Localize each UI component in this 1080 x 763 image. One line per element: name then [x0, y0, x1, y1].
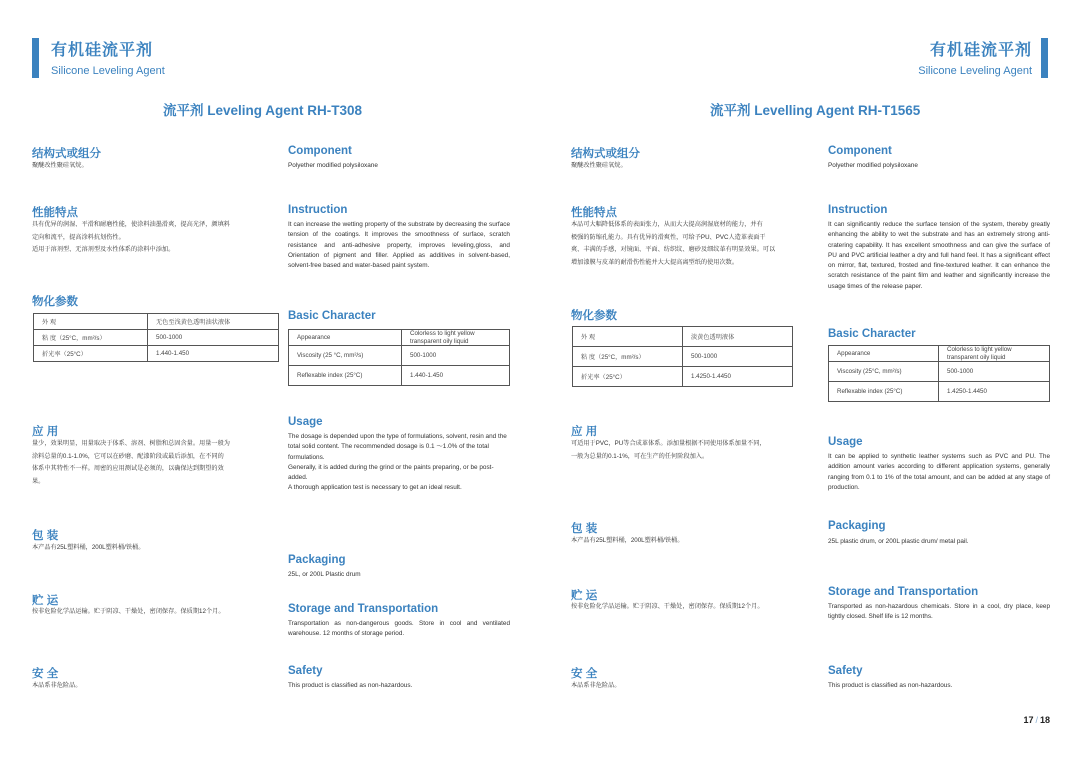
p2-en-component-heading: Component — [828, 145, 892, 157]
p1-en-storage-heading: Storage and Transportation — [288, 603, 439, 615]
table-cell: Colorless to light yellow transparent oily liquid — [939, 346, 1050, 362]
p1-en-basic-table — [288, 329, 510, 386]
p1-en-basic-heading: Basic Character — [288, 310, 376, 322]
p2-cn-safety-heading: 安 全 — [571, 668, 598, 680]
p1-cn-safety-text: 本品系非危险品。 — [32, 682, 82, 689]
table-row — [573, 367, 793, 387]
p1-en-instruction-text: It can increase the wetting property of the substrate by decreasing the surface tension of the coatings. It improves the smoothness of surface, scratch resistance and anti-adhesive property, improves leveling,gloss, and Orientation of pigment and filler. Applied as additives in solvent-based, solvent-free based and water-based paint system. — [288, 221, 510, 270]
table-cell: 500-1000 — [402, 346, 510, 366]
p2-cn-usage-heading: 应 用 — [571, 426, 598, 438]
p2-cn-params-heading: 物化参数 — [571, 310, 617, 322]
p2-en-storage-heading: Storage and Transportation — [828, 586, 979, 598]
table-cell: 无色至浅黄色透明油状液体 — [148, 314, 279, 330]
product-title-rh-t308: 流平剂 Leveling Agent RH-T308 — [163, 103, 363, 118]
p1-cn-safety-heading: 安 全 — [32, 668, 59, 680]
p1-cn-usage-heading: 应 用 — [32, 426, 59, 438]
p1-cn-usage-line: 体系中其特性不一样。周密的应用测试是必须的，以确保达到期望的效 — [32, 465, 224, 472]
table-row — [573, 347, 793, 367]
p1-cn-usage-text — [32, 438, 257, 488]
p2-cn-storage-text: 按非危险化学品运输。贮于阴凉、干燥处，密闭保存。保质期12个月。 — [571, 603, 764, 610]
brand-accent-bar-right — [1041, 38, 1048, 78]
p2-en-usage-heading: Usage — [828, 436, 863, 448]
brand-title-cn-left: 有机硅流平剂 — [51, 42, 154, 59]
table-cell: Appearance — [829, 346, 939, 362]
p2-cn-params-table — [572, 326, 793, 387]
p2-cn-packaging-heading: 包 装 — [571, 523, 598, 535]
table-row — [829, 362, 1050, 382]
table-cell: 1.4250-1.4450 — [683, 367, 793, 387]
p1-cn-component-heading: 结构式或组分 — [32, 148, 101, 160]
p1-cn-component-text: 聚醚改性聚硅氧烷。 — [32, 162, 88, 169]
p2-cn-storage-heading: 贮 运 — [571, 590, 598, 602]
p1-cn-features-text — [32, 219, 257, 257]
page-separator: / — [1035, 715, 1038, 725]
p1-cn-features-heading: 性能特点 — [32, 207, 78, 219]
p1-en-packaging-heading: Packaging — [288, 554, 346, 566]
p2-cn-usage-text — [571, 438, 801, 463]
table-cell: 500-1000 — [148, 330, 279, 346]
p1-en-packaging-text: 25L, or 200L Plastic drum — [288, 571, 361, 578]
table-row — [34, 346, 279, 362]
p1-cn-params-heading: 物化参数 — [32, 296, 78, 308]
p2-en-safety-text: This product is classified as non-hazardous. — [828, 682, 953, 689]
p1-en-safety-heading: Safety — [288, 665, 323, 677]
table-cell: 外 观 — [573, 327, 683, 347]
p1-en-component-heading: Component — [288, 145, 352, 157]
table-cell: 500-1000 — [939, 362, 1050, 382]
p1-en-usage-paragraph: The dosage is depended upon the type of formulations, solvent, resin and the total solid content. The recommended dosage is 0.1 ～1.0% of the total formulations. — [288, 433, 507, 461]
table-cell: 淡黄色透明液体 — [683, 327, 793, 347]
p2-cn-features-line: 爽、丰满的手感，对镜面、平面、纺织纹、磨砂及细纹革有明显效果。可以 — [571, 246, 776, 253]
p2-cn-features-line: 增加漆膜与皮革的耐滑伤性能并大大提高离型纸的使用次数。 — [571, 258, 739, 266]
table-row — [829, 346, 1050, 362]
p2-en-component-text: Polyether modified polysiloxane — [828, 162, 918, 169]
p1-cn-features-line: 定向和流平，提高涂料抗划伤性。 — [32, 233, 125, 241]
p1-en-safety-text: This product is classified as non-hazardous. — [288, 682, 413, 689]
p1-cn-params-table — [33, 313, 279, 362]
p2-cn-component-text: 聚醚改性聚硅氧烷。 — [571, 162, 627, 169]
table-cell: 500-1000 — [683, 347, 793, 367]
p2-en-basic-table — [828, 345, 1050, 402]
table-row — [34, 330, 279, 346]
p1-cn-features-line: 具有优异的润湿、平滑和耐磨性能，使涂料油墨滑爽，提高光泽，颜填料 — [32, 221, 230, 228]
p2-cn-features-line: 本品可大幅降低体系的表面张力，从而大大提高润湿底材的能力，并有 — [571, 221, 763, 228]
table-cell: Viscosity (25 °C, mm²/s) — [289, 346, 402, 366]
p1-cn-packaging-text: 本产品有25L塑料桶，200L塑料桶/铁桶。 — [32, 544, 145, 551]
p1-cn-usage-line: 涂料总量的0.1-1.0%，它可以在砂磨、配漆阶段或最后添加，在不同的 — [32, 452, 224, 460]
table-cell: 粘 度（25°C，mm²/s） — [34, 330, 148, 346]
table-row — [829, 382, 1050, 402]
table-cell: 折光率（25°C） — [573, 367, 683, 387]
p2-cn-usage-line: 可适用于PVC，PU等合成革体系。添加量根据不同使用体系加量不同， — [571, 440, 766, 447]
p1-cn-storage-text: 按非危险化学品运输。贮于阴凉、干燥处，密闭保存。保质期12个月。 — [32, 608, 225, 615]
p1-cn-usage-line: 果。 — [32, 477, 45, 485]
p1-en-component-text: Polyether modified polysiloxane — [288, 162, 378, 169]
p2-cn-features-text — [571, 219, 801, 269]
table-cell: Colorless to light yellow transparent oily liquid — [402, 330, 510, 346]
table-row — [573, 327, 793, 347]
table-cell: Viscosity (25°C, mm²/s) — [829, 362, 939, 382]
table-row — [289, 366, 510, 386]
table-row — [289, 346, 510, 366]
p2-cn-usage-line: 一般为总量的0.1-1%，可在生产的任何阶段加入。 — [571, 452, 709, 460]
p2-cn-safety-text: 本品系非危险品。 — [571, 682, 621, 689]
table-cell: 外 观 — [34, 314, 148, 330]
p2-en-packaging-heading: Packaging — [828, 520, 886, 532]
p1-en-storage-text: Transportation as non-dangerous goods. Store in cool and ventilated warehouse. 12 months of storage period. — [288, 620, 510, 638]
p2-en-usage-text: It can be applied to synthetic leather systems such as PVC and PU. The addition amount varies according to different application systems, generally ranging from 0.1 to 1% of the total amount, and can be added at any stage of production. — [828, 453, 1050, 491]
product-title-rh-t1565: 流平剂 Levelling Agent RH-T1565 — [710, 103, 921, 118]
p2-cn-features-line: 极强的防缩孔能力。具有优异的滑爽性，可给予PU、PVC人造革表面干 — [571, 233, 766, 241]
table-cell: 1.440-1.450 — [148, 346, 279, 362]
table-cell: 粘 度（25°C，mm²/s） — [573, 347, 683, 367]
page-indicator — [1023, 715, 1050, 725]
p2-en-instruction-text: It can significantly reduce the surface tension of the system, thereby greatly enhancing the ability to wet the substrate and has an extremely strong anti-cratering capability. It has excellent smoothness and can give the surface of PU and PVC artificial leather a dry and full hand feel. It has a significant effect on mirror, flat, textured, frosted and fine-textured leather. It can enhance the scratch resistance of the paint film and leather and significantly increase the usage times of the release paper. — [828, 221, 1050, 290]
p2-cn-component-heading: 结构式或组分 — [571, 148, 640, 160]
brand-title-en-right: Silicone Leveling Agent — [918, 65, 1032, 77]
p2-en-basic-heading: Basic Character — [828, 328, 916, 340]
p2-en-packaging-text: 25L plastic drum, or 200L plastic drum/ metal pail. — [828, 538, 969, 545]
p1-cn-storage-heading: 贮 运 — [32, 595, 59, 607]
p1-en-usage-paragraph: A thorough application test is necessary to get an ideal result. — [288, 484, 462, 492]
current-page: 17 — [1023, 715, 1034, 725]
p1-cn-packaging-heading: 包 装 — [32, 530, 59, 542]
p2-cn-features-heading: 性能特点 — [571, 207, 617, 219]
table-cell: 1.4250-1.4450 — [939, 382, 1050, 402]
p1-en-usage-paragraph: Generally, it is added during the grind or the paints preparing, or be post-added. — [288, 463, 494, 482]
p2-en-storage-text: Transported as non-hazardous chemicals. Store in a cool, dry place, keep tightly closed. Shelf life is 12 months. — [828, 603, 1050, 621]
p1-en-instruction-heading: Instruction — [288, 204, 348, 216]
p2-cn-packaging-text: 本产品有25L塑料桶，200L塑料桶/铁桶。 — [571, 537, 684, 544]
p1-en-usage-heading: Usage — [288, 416, 323, 428]
table-cell: Reflexable index (25°C) — [289, 366, 402, 386]
brand-accent-bar-left — [32, 38, 39, 78]
table-row — [34, 314, 279, 330]
p1-cn-usage-line: 量少，效果明显，用量取决于体系、溶剂、树脂和总固含量。用量一般为 — [32, 440, 230, 447]
table-cell: 1.440-1.450 — [402, 366, 510, 386]
table-cell: Appearance — [289, 330, 402, 346]
table-cell: 折光率（25°C） — [34, 346, 148, 362]
total-pages: 18 — [1039, 715, 1050, 725]
p1-en-usage-text — [288, 432, 510, 494]
p1-cn-features-line: 适用于溶剂型、无溶剂型及水性体系的涂料中添加。 — [32, 246, 175, 253]
p2-en-instruction-heading: Instruction — [828, 204, 888, 216]
table-row — [289, 330, 510, 346]
table-cell: Reflexable index (25°C) — [829, 382, 939, 402]
brand-title-en-left: Silicone Leveling Agent — [51, 65, 165, 77]
brand-title-cn-right: 有机硅流平剂 — [929, 42, 1032, 59]
p2-en-safety-heading: Safety — [828, 665, 863, 677]
